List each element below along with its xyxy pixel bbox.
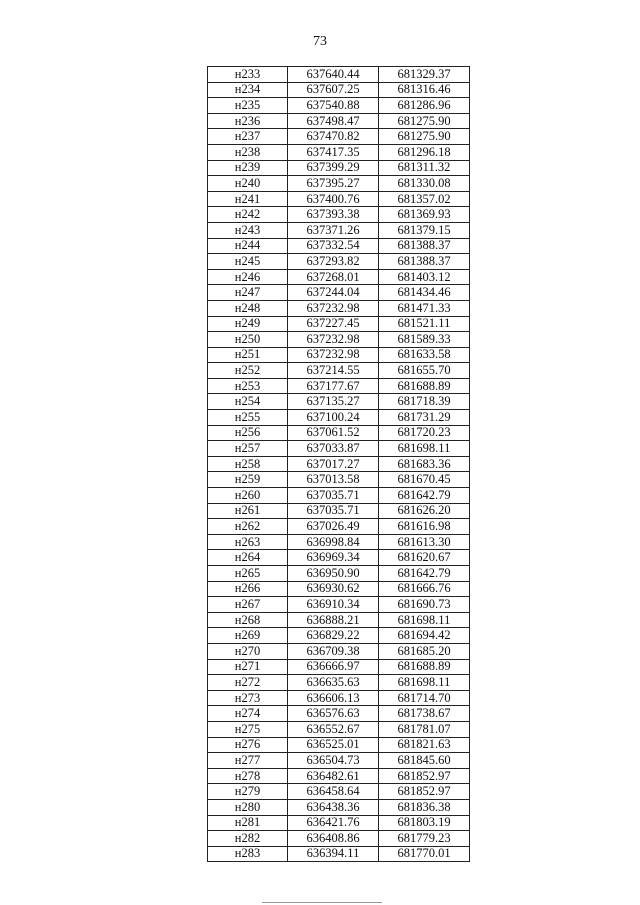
- x-coordinate-cell: 636458.64: [288, 784, 379, 800]
- x-coordinate-cell: 637214.55: [288, 363, 379, 379]
- x-coordinate-cell: 637393.38: [288, 207, 379, 223]
- y-coordinate-cell: 681836.38: [379, 799, 470, 815]
- x-coordinate-cell: 636969.34: [288, 550, 379, 566]
- y-coordinate-cell: 681626.20: [379, 503, 470, 519]
- point-id-cell: н233: [208, 67, 288, 83]
- table-row: [208, 82, 470, 98]
- y-coordinate-cell: 681845.60: [379, 753, 470, 769]
- x-coordinate-cell: 636888.21: [288, 612, 379, 628]
- point-id-cell: н240: [208, 176, 288, 192]
- table-row: [208, 300, 470, 316]
- table-row: [208, 706, 470, 722]
- x-coordinate-cell: 636709.38: [288, 643, 379, 659]
- x-coordinate-cell: 636394.11: [288, 846, 379, 862]
- point-id-cell: н283: [208, 846, 288, 862]
- point-id-cell: н273: [208, 690, 288, 706]
- point-id-cell: н251: [208, 347, 288, 363]
- x-coordinate-cell: 637498.47: [288, 113, 379, 129]
- y-coordinate-cell: 681357.02: [379, 191, 470, 207]
- y-coordinate-cell: 681852.97: [379, 784, 470, 800]
- x-coordinate-cell: 636525.01: [288, 737, 379, 753]
- x-coordinate-cell: 636421.76: [288, 815, 379, 831]
- x-coordinate-cell: 636408.86: [288, 831, 379, 847]
- table-row: [208, 144, 470, 160]
- point-id-cell: н277: [208, 753, 288, 769]
- x-coordinate-cell: 637293.82: [288, 254, 379, 270]
- point-id-cell: н244: [208, 238, 288, 254]
- x-coordinate-cell: 637232.98: [288, 300, 379, 316]
- y-coordinate-cell: 681718.39: [379, 394, 470, 410]
- point-id-cell: н245: [208, 254, 288, 270]
- point-id-cell: н243: [208, 222, 288, 238]
- x-coordinate-cell: 636552.67: [288, 721, 379, 737]
- point-id-cell: н237: [208, 129, 288, 145]
- point-id-cell: н272: [208, 675, 288, 691]
- y-coordinate-cell: 681852.97: [379, 768, 470, 784]
- y-coordinate-cell: 681666.76: [379, 581, 470, 597]
- point-id-cell: н257: [208, 441, 288, 457]
- y-coordinate-cell: 681275.90: [379, 113, 470, 129]
- table-row: [208, 550, 470, 566]
- x-coordinate-cell: 637013.58: [288, 472, 379, 488]
- table-row: [208, 768, 470, 784]
- table-row: [208, 659, 470, 675]
- x-coordinate-cell: 637227.45: [288, 316, 379, 332]
- y-coordinate-cell: 681720.23: [379, 425, 470, 441]
- y-coordinate-cell: 681286.96: [379, 98, 470, 114]
- x-coordinate-cell: 637371.26: [288, 222, 379, 238]
- y-coordinate-cell: 681731.29: [379, 410, 470, 426]
- x-coordinate-cell: 637017.27: [288, 456, 379, 472]
- x-coordinate-cell: 637399.29: [288, 160, 379, 176]
- table-row: [208, 98, 470, 114]
- table-row: [208, 160, 470, 176]
- y-coordinate-cell: 681698.11: [379, 612, 470, 628]
- table-row: [208, 254, 470, 270]
- x-coordinate-cell: 637033.87: [288, 441, 379, 457]
- table-row: [208, 799, 470, 815]
- point-id-cell: н268: [208, 612, 288, 628]
- table-row: [208, 269, 470, 285]
- y-coordinate-cell: 681311.32: [379, 160, 470, 176]
- point-id-cell: н253: [208, 378, 288, 394]
- table-row: [208, 238, 470, 254]
- y-coordinate-cell: 681690.73: [379, 597, 470, 613]
- y-coordinate-cell: 681685.20: [379, 643, 470, 659]
- y-coordinate-cell: 681620.67: [379, 550, 470, 566]
- y-coordinate-cell: 681770.01: [379, 846, 470, 862]
- y-coordinate-cell: 681642.79: [379, 566, 470, 582]
- table-row: [208, 815, 470, 831]
- point-id-cell: н266: [208, 581, 288, 597]
- table-row: [208, 581, 470, 597]
- x-coordinate-cell: 637035.71: [288, 488, 379, 504]
- y-coordinate-cell: 681521.11: [379, 316, 470, 332]
- y-coordinate-cell: 681388.37: [379, 254, 470, 270]
- table-row: [208, 394, 470, 410]
- table-row: [208, 675, 470, 691]
- point-id-cell: н276: [208, 737, 288, 753]
- x-coordinate-cell: 637135.27: [288, 394, 379, 410]
- table-row: [208, 612, 470, 628]
- point-id-cell: н274: [208, 706, 288, 722]
- point-id-cell: н281: [208, 815, 288, 831]
- x-coordinate-cell: 637244.04: [288, 285, 379, 301]
- y-coordinate-cell: 681613.30: [379, 534, 470, 550]
- x-coordinate-cell: 637417.35: [288, 144, 379, 160]
- x-coordinate-cell: 637061.52: [288, 425, 379, 441]
- x-coordinate-cell: 636950.90: [288, 566, 379, 582]
- table-row: [208, 129, 470, 145]
- coordinates-table: [207, 66, 470, 862]
- table-row: [208, 534, 470, 550]
- x-coordinate-cell: 637540.88: [288, 98, 379, 114]
- point-id-cell: н252: [208, 363, 288, 379]
- table-row: [208, 347, 470, 363]
- x-coordinate-cell: 637640.44: [288, 67, 379, 83]
- y-coordinate-cell: 681670.45: [379, 472, 470, 488]
- x-coordinate-cell: 636829.22: [288, 628, 379, 644]
- table-row: [208, 721, 470, 737]
- x-coordinate-cell: 636998.84: [288, 534, 379, 550]
- table-row: [208, 456, 470, 472]
- table-row: [208, 831, 470, 847]
- table-row: [208, 784, 470, 800]
- y-coordinate-cell: 681388.37: [379, 238, 470, 254]
- x-coordinate-cell: 637268.01: [288, 269, 379, 285]
- y-coordinate-cell: 681379.15: [379, 222, 470, 238]
- page-number: 73: [313, 34, 327, 49]
- point-id-cell: н271: [208, 659, 288, 675]
- y-coordinate-cell: 681779.23: [379, 831, 470, 847]
- x-coordinate-cell: 636504.73: [288, 753, 379, 769]
- table-row: [208, 488, 470, 504]
- y-coordinate-cell: 681296.18: [379, 144, 470, 160]
- table-row: [208, 222, 470, 238]
- x-coordinate-cell: 636910.34: [288, 597, 379, 613]
- y-coordinate-cell: 681434.46: [379, 285, 470, 301]
- y-coordinate-cell: 681821.63: [379, 737, 470, 753]
- point-id-cell: н234: [208, 82, 288, 98]
- point-id-cell: н246: [208, 269, 288, 285]
- table-row: [208, 643, 470, 659]
- y-coordinate-cell: 681655.70: [379, 363, 470, 379]
- point-id-cell: н258: [208, 456, 288, 472]
- x-coordinate-cell: 636438.36: [288, 799, 379, 815]
- x-coordinate-cell: 637332.54: [288, 238, 379, 254]
- x-coordinate-cell: 636606.13: [288, 690, 379, 706]
- x-coordinate-cell: 637026.49: [288, 519, 379, 535]
- y-coordinate-cell: 681275.90: [379, 129, 470, 145]
- x-coordinate-cell: 637607.25: [288, 82, 379, 98]
- table-row: [208, 316, 470, 332]
- x-coordinate-cell: 636930.62: [288, 581, 379, 597]
- point-id-cell: н270: [208, 643, 288, 659]
- point-id-cell: н263: [208, 534, 288, 550]
- point-id-cell: н275: [208, 721, 288, 737]
- point-id-cell: н264: [208, 550, 288, 566]
- point-id-cell: н242: [208, 207, 288, 223]
- x-coordinate-cell: 636635.63: [288, 675, 379, 691]
- point-id-cell: н256: [208, 425, 288, 441]
- x-coordinate-cell: 637232.98: [288, 347, 379, 363]
- y-coordinate-cell: 681688.89: [379, 378, 470, 394]
- table-row: [208, 113, 470, 129]
- point-id-cell: н261: [208, 503, 288, 519]
- table-row: [208, 176, 470, 192]
- point-id-cell: н265: [208, 566, 288, 582]
- table-row: [208, 410, 470, 426]
- table-row: [208, 285, 470, 301]
- y-coordinate-cell: 681471.33: [379, 300, 470, 316]
- table-row: [208, 753, 470, 769]
- scan-edge-line: [262, 902, 382, 903]
- point-id-cell: н267: [208, 597, 288, 613]
- table-row: [208, 472, 470, 488]
- x-coordinate-cell: 637232.98: [288, 332, 379, 348]
- y-coordinate-cell: 681633.58: [379, 347, 470, 363]
- x-coordinate-cell: 636666.97: [288, 659, 379, 675]
- coordinates-table-body: [208, 67, 470, 862]
- table-row: [208, 207, 470, 223]
- point-id-cell: н241: [208, 191, 288, 207]
- y-coordinate-cell: 681803.19: [379, 815, 470, 831]
- point-id-cell: н278: [208, 768, 288, 784]
- point-id-cell: н255: [208, 410, 288, 426]
- table-row: [208, 566, 470, 582]
- point-id-cell: н250: [208, 332, 288, 348]
- point-id-cell: н282: [208, 831, 288, 847]
- table-row: [208, 690, 470, 706]
- y-coordinate-cell: 681694.42: [379, 628, 470, 644]
- x-coordinate-cell: 636576.63: [288, 706, 379, 722]
- point-id-cell: н238: [208, 144, 288, 160]
- y-coordinate-cell: 681698.11: [379, 675, 470, 691]
- x-coordinate-cell: 637100.24: [288, 410, 379, 426]
- table-row: [208, 191, 470, 207]
- x-coordinate-cell: 637395.27: [288, 176, 379, 192]
- y-coordinate-cell: 681330.08: [379, 176, 470, 192]
- table-row: [208, 597, 470, 613]
- table-row: [208, 737, 470, 753]
- point-id-cell: н262: [208, 519, 288, 535]
- y-coordinate-cell: 681316.46: [379, 82, 470, 98]
- y-coordinate-cell: 681329.37: [379, 67, 470, 83]
- y-coordinate-cell: 681738.67: [379, 706, 470, 722]
- y-coordinate-cell: 681369.93: [379, 207, 470, 223]
- point-id-cell: н259: [208, 472, 288, 488]
- point-id-cell: н248: [208, 300, 288, 316]
- point-id-cell: н247: [208, 285, 288, 301]
- y-coordinate-cell: 681589.33: [379, 332, 470, 348]
- y-coordinate-cell: 681714.70: [379, 690, 470, 706]
- y-coordinate-cell: 681403.12: [379, 269, 470, 285]
- point-id-cell: н239: [208, 160, 288, 176]
- x-coordinate-cell: 636482.61: [288, 768, 379, 784]
- point-id-cell: н279: [208, 784, 288, 800]
- table-row: [208, 519, 470, 535]
- point-id-cell: н280: [208, 799, 288, 815]
- point-id-cell: н254: [208, 394, 288, 410]
- x-coordinate-cell: 637035.71: [288, 503, 379, 519]
- point-id-cell: н236: [208, 113, 288, 129]
- point-id-cell: н249: [208, 316, 288, 332]
- table-row: [208, 332, 470, 348]
- point-id-cell: н235: [208, 98, 288, 114]
- y-coordinate-cell: 681642.79: [379, 488, 470, 504]
- table-row: [208, 378, 470, 394]
- table-row: [208, 441, 470, 457]
- table-row: [208, 363, 470, 379]
- y-coordinate-cell: 681781.07: [379, 721, 470, 737]
- x-coordinate-cell: 637470.82: [288, 129, 379, 145]
- x-coordinate-cell: 637400.76: [288, 191, 379, 207]
- point-id-cell: н260: [208, 488, 288, 504]
- y-coordinate-cell: 681688.89: [379, 659, 470, 675]
- table-row: [208, 425, 470, 441]
- table-row: [208, 503, 470, 519]
- point-id-cell: н269: [208, 628, 288, 644]
- table-row: [208, 628, 470, 644]
- y-coordinate-cell: 681683.36: [379, 456, 470, 472]
- table-row: [208, 846, 470, 862]
- y-coordinate-cell: 681616.98: [379, 519, 470, 535]
- y-coordinate-cell: 681698.11: [379, 441, 470, 457]
- x-coordinate-cell: 637177.67: [288, 378, 379, 394]
- table-row: [208, 67, 470, 83]
